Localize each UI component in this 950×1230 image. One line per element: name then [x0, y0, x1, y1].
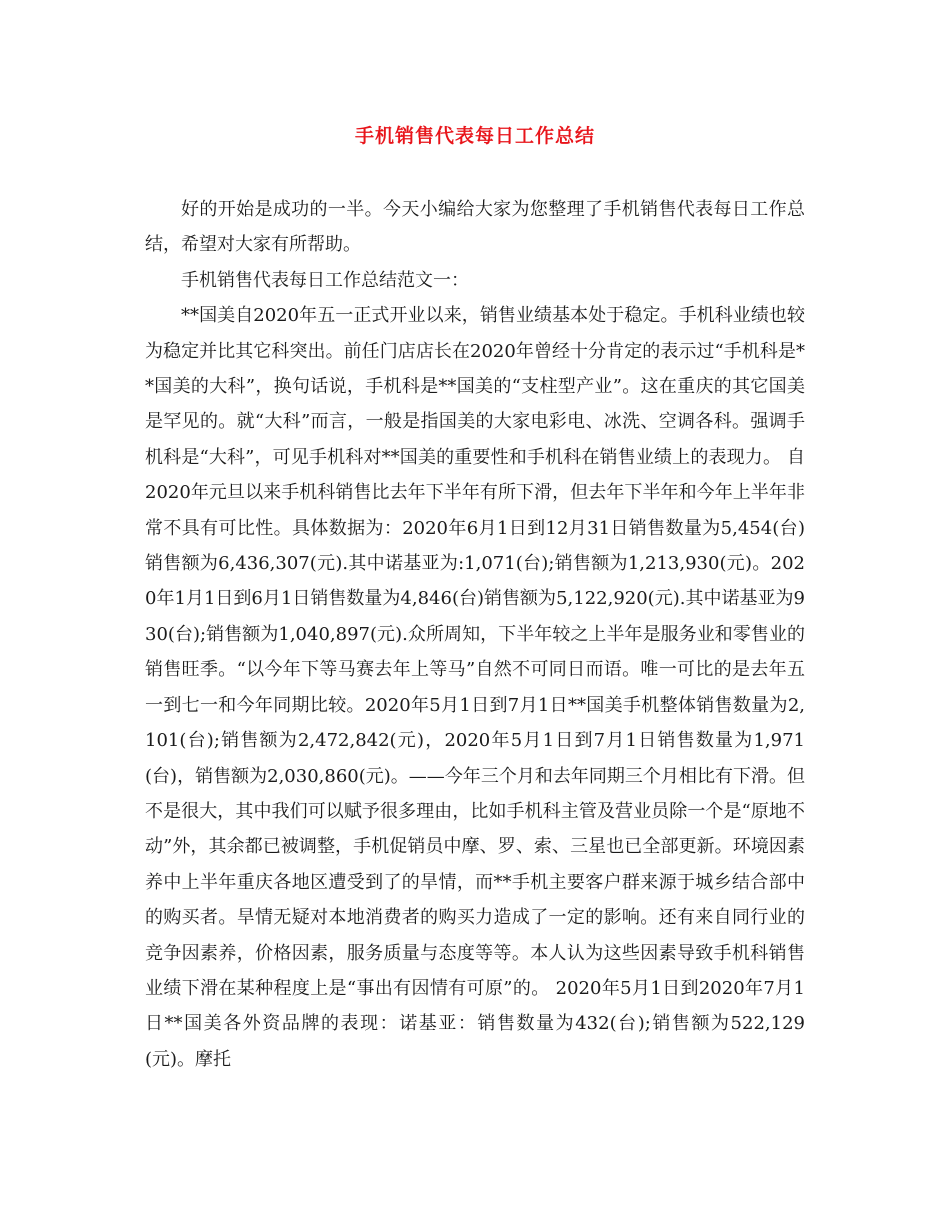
main-paragraph: **国美自2020年五一正式开业以来，销售业绩基本处于稳定。手机科业绩也较为稳定并比其它科突出。前任门店店长在2020年曾经十分肯定的表示过“手机科是**国美的大科”，换句话说，手机科是**国美的“支柱型产业”。这在重庆的其它国美是罕见的。就“大科”而言，一般是指国美的大家电彩电、冰洗、空调各科。强调手机科是“大科”，可见手机科对**国美的重要性和手机科在销售业绩上的表现力。 自2020年元旦以来手机科销售比去年下半年有所下滑，但去年下半年和今年上半年非常不具有可比性。具体数据为：2020年6月1日到12月31日销售数量为5,454(台)销售额为6,436,307(元).其中诺基亚为:1,071(台);销售额为1,213,930(元)。2020年1月1日到6月1日销售数量为4,846(台)销售额为5,122,920(元).其中诺基亚为930(台);销售额为1,040,897(元).众所周知，下半年较之上半年是服务业和零售业的销售旺季。“以今年下等马赛去年上等马”自然不可同日而语。唯一可比的是去年五一到七一和今年同期比较。2020年5月1日到7月1日**国美手机整体销售数量为2,101(台);销售额为2,472,842(元)，2020年5月1日到7月1日销售数量为1,971(台)，销售额为2,030,860(元)。——今年三个月和去年同期三个月相比有下滑。但不是很大，其中我们可以赋予很多理由，比如手机科主管及营业员除一个是“原地不动”外，其余都已被调整，手机促销员中摩、罗、索、三星也已全部更新。环境因素养中上半年重庆各地区遭受到了的旱情，而**手机主要客户群来源于城乡结合部中的购买者。旱情无疑对本地消费者的购买力造成了一定的影响。还有来自同行业的竞争因素养，价格因素，服务质量与态度等等。本人认为这些因素导致手机科销售业绩下滑在某种程度上是“事出有因情有可原”的。 2020年5月1日到2020年7月1日**国美各外资品牌的表现：诺基亚：销售数量为432(台);销售额为522,129(元)。摩托 — [145, 305, 805, 1070]
document-title: 手机销售代表每日工作总结 — [354, 125, 595, 147]
intro-paragraph: 好的开始是成功的一半。今天小编给大家为您整理了手机销售代表每日工作总结，希望对大家有所帮助。 — [145, 199, 805, 256]
document-body — [145, 192, 805, 1077]
section-heading-paragraph: 手机销售代表每日工作总结范文一： — [181, 269, 469, 291]
